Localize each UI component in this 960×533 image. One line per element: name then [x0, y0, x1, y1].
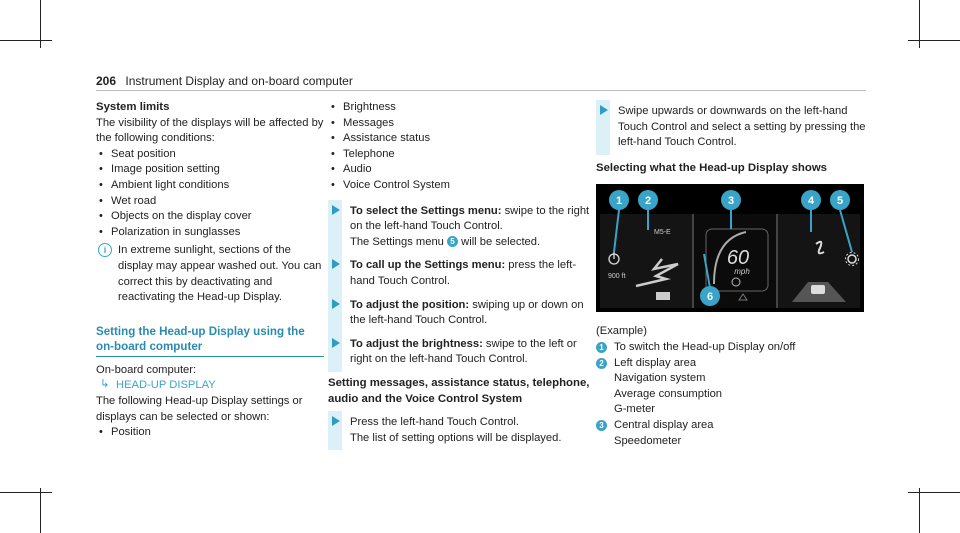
legend-subitem: Navigation system — [614, 372, 706, 385]
legend-text: Left display area — [614, 356, 697, 369]
crop-mark — [919, 488, 920, 533]
callout-label: 6 — [706, 291, 714, 304]
settings-intro: The following Head-up Display settings or displays can be selected or shown: — [96, 394, 303, 423]
list-item: • Voice Control System — [328, 178, 590, 194]
vehicle-icon — [811, 285, 825, 294]
callout-label: 4 — [807, 195, 815, 208]
settings-list — [96, 425, 324, 441]
nav-distance: 900 ft — [608, 273, 626, 281]
info-icon: i — [98, 243, 112, 257]
example-label: (Example) — [596, 325, 647, 338]
header-rule — [96, 90, 866, 91]
step-select-settings — [328, 204, 590, 251]
conditions-list — [96, 147, 324, 241]
header-title: Instrument Display and on-board computer — [125, 74, 353, 88]
step-arrow-icon — [332, 416, 340, 426]
step-text: The list of setting options will be displayed. — [350, 431, 562, 444]
list-item: • Wet road — [96, 194, 324, 210]
column-left — [96, 100, 324, 441]
speed-unit: mph — [734, 267, 750, 277]
page-header — [96, 74, 353, 88]
legend-subitem: Speedometer — [614, 434, 682, 447]
list-item: • Image position setting — [96, 162, 324, 178]
step-call-settings — [328, 258, 590, 289]
crop-mark — [908, 40, 960, 41]
speed-value: 60 — [726, 247, 750, 270]
nav-route-label: M5-E — [654, 229, 671, 237]
step-bold: To adjust the position: — [350, 298, 470, 311]
step-text: press the left-hand Touch Control. — [350, 259, 577, 287]
left-panel — [600, 214, 692, 308]
legend-badge: 2 — [596, 358, 607, 369]
page-number: 206 — [96, 74, 117, 88]
step-arrow-icon — [332, 299, 340, 309]
hud-illustration — [596, 184, 864, 312]
list-item: • Assistance status — [328, 131, 590, 147]
legend-badge: 3 — [596, 420, 607, 431]
step-text: swipe to the right on the left-hand Touch Control. — [350, 204, 590, 233]
legend-subitem: Average consumption — [614, 387, 723, 400]
step-text: will be selected. — [461, 235, 541, 248]
list-item: • Ambient light conditions — [96, 178, 324, 194]
list-item: • Messages — [328, 116, 590, 132]
callout-badge: 5 — [447, 236, 458, 247]
list-item: • Telephone — [328, 147, 590, 163]
callout-label: 5 — [836, 195, 844, 208]
crop-mark — [0, 40, 52, 41]
system-limits-intro: The visibility of the displays will be affected by the following conditions: — [96, 116, 324, 145]
callout-label: 2 — [644, 195, 652, 208]
step-arrow-icon — [600, 105, 608, 115]
step-bold: To call up the Settings menu: — [350, 259, 506, 272]
column-middle — [328, 100, 590, 446]
step-adjust-brightness — [328, 337, 590, 368]
callout-label: 3 — [727, 195, 735, 208]
step-text: Swipe upwards or downwards on the left-hand Touch Control and select a setting by pressing the left-hand Touch Control. — [618, 105, 866, 149]
figure-legend — [596, 324, 866, 449]
hud-figure — [596, 184, 864, 312]
column-right — [596, 100, 866, 449]
step-adjust-position — [328, 298, 590, 329]
legend-item — [596, 418, 866, 434]
crop-mark — [40, 488, 41, 533]
list-item: • Polarization in sunglasses — [96, 225, 324, 241]
list-item: • Position — [96, 425, 324, 441]
list-item: • Objects on the display cover — [96, 209, 324, 225]
legend-text: Central display area — [614, 418, 714, 431]
callout-label: 1 — [615, 195, 623, 208]
computer-label: On-board computer: — [96, 363, 197, 376]
crop-mark — [908, 492, 960, 493]
hud-shows-heading: Selecting what the Head-up Display shows — [596, 161, 828, 174]
lane-icon — [656, 292, 670, 300]
legend-subitem: G-meter — [614, 403, 656, 416]
crop-mark — [0, 492, 52, 493]
messages-subheading: Setting messages, assistance status, telephone, audio and the Voice Control System — [328, 376, 590, 405]
note-block — [96, 243, 324, 305]
step-text: swiping up or down on the left-hand Touch Control. — [350, 298, 584, 327]
legend-item — [596, 340, 866, 356]
step-arrow-icon — [332, 205, 340, 215]
legend-item — [596, 356, 866, 372]
step-swipe — [596, 104, 866, 151]
list-item: • Seat position — [96, 147, 324, 163]
legend-badge: 1 — [596, 342, 607, 353]
step-arrow-icon — [332, 338, 340, 348]
list-item: • Brightness — [328, 100, 590, 116]
note-text: In extreme sunlight, sections of the display may appear washed out. You can correct this by deactivating and reactivating the Head-up Display. — [118, 244, 322, 304]
step-bold: To select the Settings menu: — [350, 204, 502, 217]
step-arrow-icon — [332, 259, 340, 269]
menu-path: ↳ HEAD-UP DISPLAY — [96, 378, 324, 394]
step-press-control — [328, 415, 590, 446]
system-limits-heading: System limits — [96, 101, 170, 113]
section-title: Setting the Head-up Display using the on-board computer — [96, 324, 324, 357]
legend-text: To switch the Head-up Display on/off — [614, 340, 796, 353]
settings-list-continued — [328, 100, 590, 194]
step-text: The Settings menu — [350, 235, 444, 248]
step-text: Press the left-hand Touch Control. — [350, 416, 519, 429]
step-text: swipe to the left or right on the left-hand Touch Control. — [350, 337, 577, 366]
list-item: • Audio — [328, 162, 590, 178]
step-bold: To adjust the brightness: — [350, 337, 483, 350]
